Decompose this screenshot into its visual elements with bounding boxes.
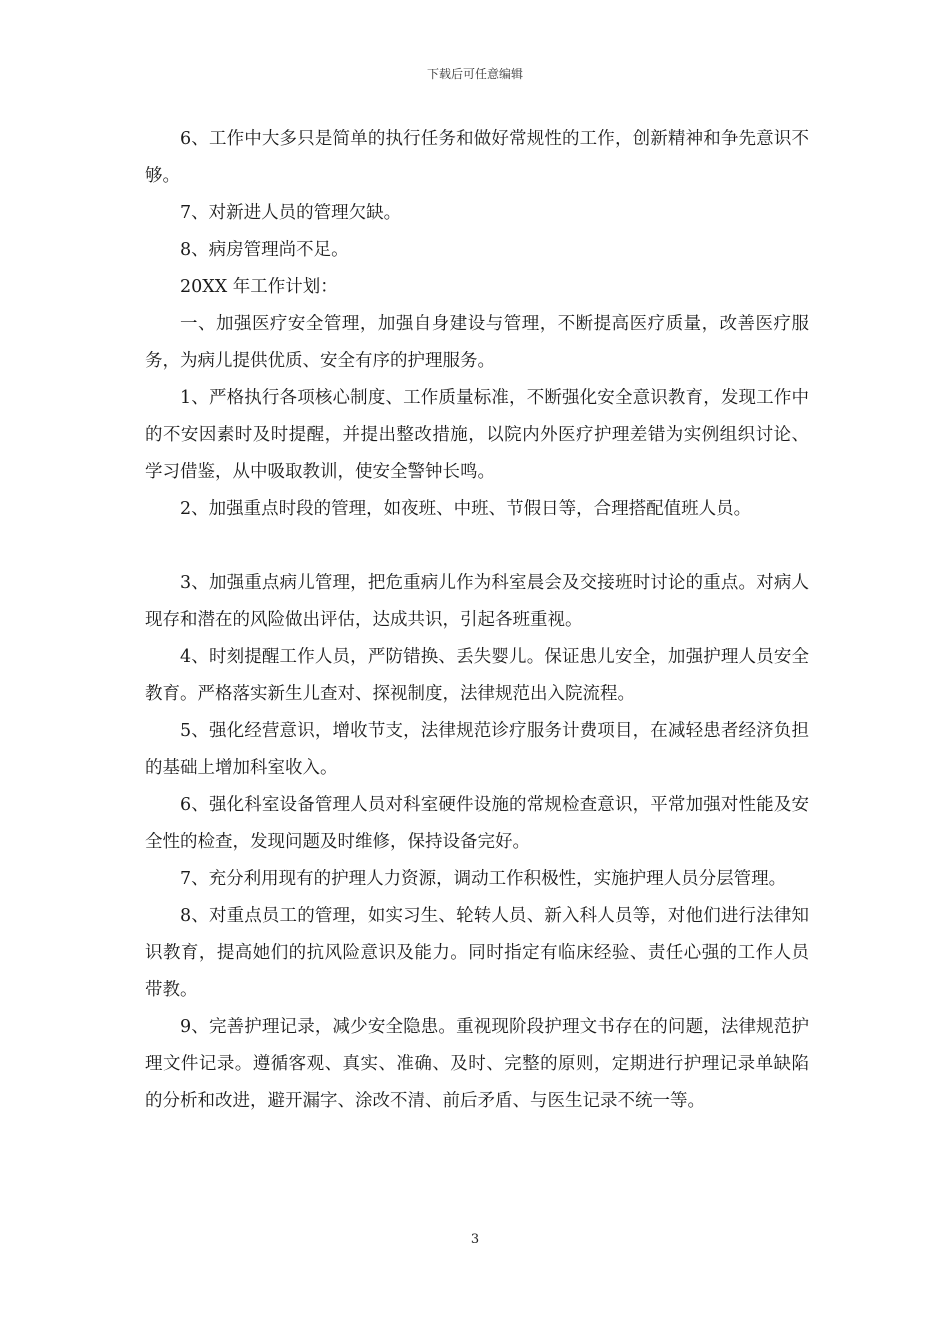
paragraph-plan-item-6: 6、强化科室设备管理人员对科室硬件设施的常规检查意识，平常加强对性能及安全性的检查，发现问题及时维修，保持设备完好。 <box>145 795 809 852</box>
paragraph-plan-item-2: 2、加强重点时段的管理，如夜班、中班、节假日等，合理搭配值班人员。 <box>180 499 752 519</box>
blank-line <box>145 528 809 565</box>
paragraph-item-8-weakness: 8、病房管理尚不足。 <box>180 240 349 260</box>
paragraph-plan-item-1: 1、严格执行各项核心制度、工作质量标准，不断强化安全意识教育，发现工作中的不安因素时及时提醒，并提出整改措施，以院内外医疗护理差错为实例组织讨论、学习借鉴，从中吸取教训，使安全警钟长鸣。 <box>145 388 809 482</box>
document-body <box>145 121 809 1120</box>
paragraph-plan-item-5: 5、强化经营意识，增收节支，法律规范诊疗服务计费项目，在减轻患者经济负担的基础上增加科室收入。 <box>145 721 809 778</box>
page-number: 3 <box>470 1232 480 1247</box>
paragraph-plan-section-1: 一、加强医疗安全管理，加强自身建设与管理，不断提高医疗质量，改善医疗服务，为病儿提供优质、安全有序的护理服务。 <box>145 314 809 371</box>
paragraph-plan-item-3: 3、加强重点病儿管理，把危重病儿作为科室晨会及交接班时讨论的重点。对病人现存和潜在的风险做出评估，达成共识，引起各班重视。 <box>145 573 809 630</box>
paragraph-plan-item-7: 7、充分利用现有的护理人力资源，调动工作积极性，实施护理人员分层管理。 <box>180 869 787 889</box>
paragraph-item-6-weakness: 6、工作中大多只是简单的执行任务和做好常规性的工作，创新精神和争先意识不够。 <box>145 129 809 186</box>
paragraph-item-7-weakness: 7、对新进人员的管理欠缺。 <box>180 203 402 223</box>
paragraph-plan-item-4: 4、时刻提醒工作人员，严防错换、丢失婴儿。保证患儿安全，加强护理人员安全教育。严格落实新生儿查对、探视制度，法律规范出入院流程。 <box>145 647 809 704</box>
paragraph-plan-item-8: 8、对重点员工的管理，如实习生、轮转人员、新入科人员等，对他们进行法律知识教育，提高她们的抗风险意识及能力。同时指定有临床经验、责任心强的工作人员带教。 <box>145 906 809 1000</box>
page-header: 下载后可任意编辑 <box>426 67 523 81</box>
section-heading-work-plan: 20XX 年工作计划： <box>180 277 338 297</box>
paragraph-plan-item-9: 9、完善护理记录，减少安全隐患。重视现阶段护理文书存在的问题，法律规范护理文件记录。遵循客观、真实、准确、及时、完整的原则，定期进行护理记录单缺陷的分析和改进，避开漏字、涂改不清、前后矛盾、与医生记录不统一等。 <box>145 1017 809 1111</box>
